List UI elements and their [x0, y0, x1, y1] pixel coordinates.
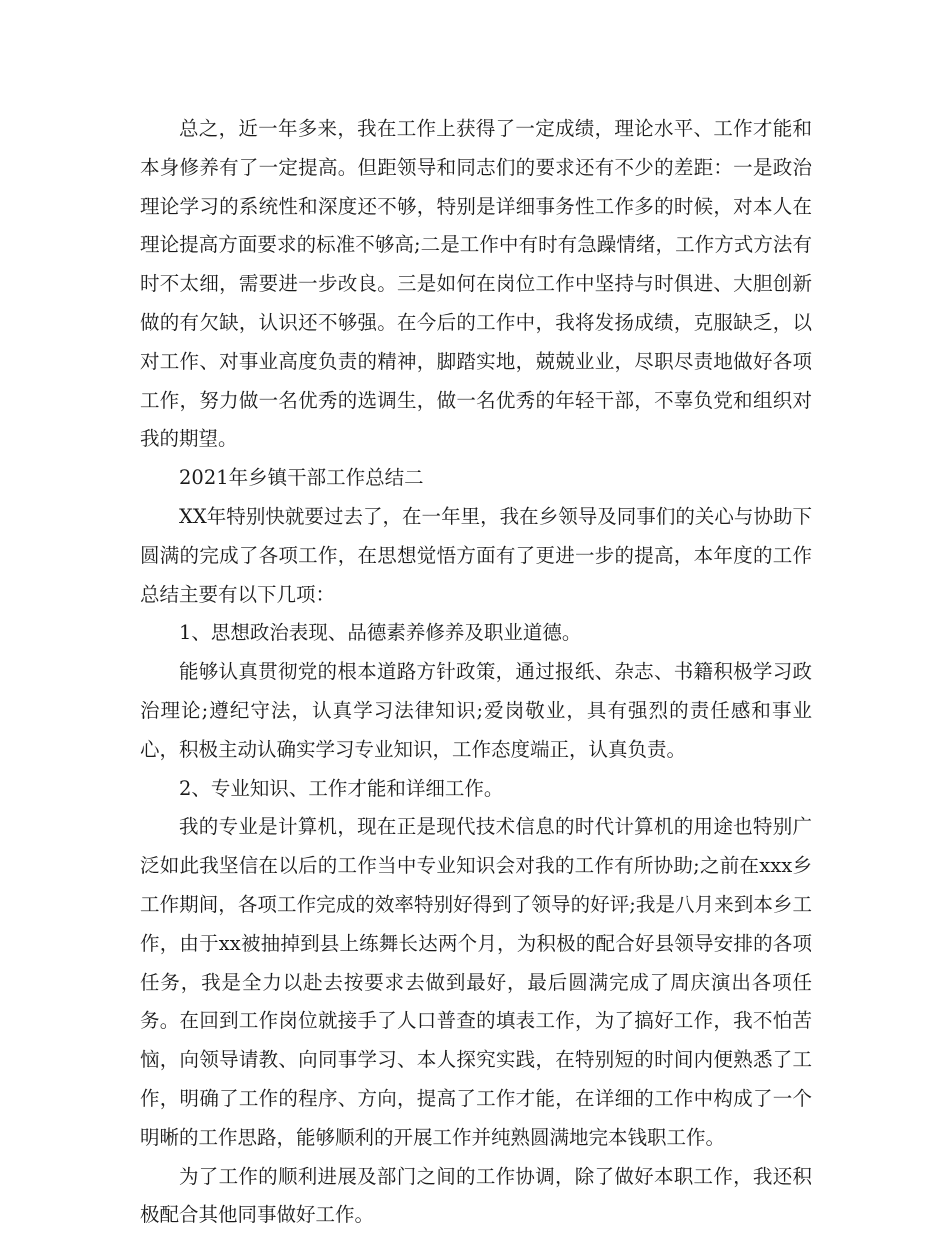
paragraph-item-2: 我的专业是计算机，现在正是现代技术信息的时代计算机的用途也特别广泛如此我坚信在以后的工作当中专业知识会对我的工作有所协助;之前在xxx乡工作期间，各项工作完成的效率特别好得到了领导的好评;我是八月来到本乡工作，由于xx被抽掉到县上练舞长达两个月，为积极的配合好县领导安排的各项任务，我是全力以赴去按要求去做到最好，最后圆满完成了周庆演出各项任务。在回到工作岗位就接手了人口普查的填表工作，为了搞好工作，我不怕苦恼，向领导请教、向同事学习、本人探究实践，在特别短的时间内便熟悉了工作，明确了工作的程序、方向，提高了工作才能，在详细的工作中构成了一个明晰的工作思路，能够顺利的开展工作并纯熟圆满地完本钱职工作。: [140, 815, 812, 1149]
item-heading-1: 1、思想政治表现、品德素养修养及职业道德。: [179, 621, 582, 645]
paragraph-cooperation: 为了工作的顺利进展及部门之间的工作协调，除了做好本职工作，我还积极配合其他同事做好工作。: [140, 1164, 812, 1227]
section-heading: 2021年乡镇干部工作总结二: [179, 466, 424, 490]
paragraph-summary: 总之，近一年多来，我在工作上获得了一定成绩，理论水平、工作才能和本身修养有了一定提高。但距领导和同志们的要求还有不少的差距：一是政治理论学习的系统性和深度还不够，特别是详细事务性工作多的时候，对本人在理论提高方面要求的标准不够高;二是工作中有时有急躁情绪，工作方式方法有时不太细，需要进一步改良。三是如何在岗位工作中坚持与时俱进、大胆创新做的有欠缺，认识还不够强。在今后的工作中，我将发扬成绩，克服缺乏，以对工作、对事业高度负责的精神，脚踏实地，兢兢业业，尽职尽责地做好各项工作，努力做一名优秀的选调生，做一名优秀的年轻干部，不辜负党和组织对我的期望。: [140, 117, 812, 451]
item-heading-2: 2、专业知识、工作才能和详细工作。: [179, 776, 504, 800]
document-body: [140, 110, 812, 1235]
paragraph-intro: XX年特别快就要过去了，在一年里，我在乡领导及同事们的关心与协助下圆满的完成了各项工作，在思想觉悟方面有了更进一步的提高，本年度的工作总结主要有以下几项：: [140, 504, 812, 606]
paragraph-item-1: 能够认真贯彻党的根本道路方针政策，通过报纸、杂志、书籍积极学习政治理论;遵纪守法，认真学习法律知识;爱岗敬业，具有强烈的责任感和事业心，积极主动认确实学习专业知识，工作态度端正，认真负责。: [140, 660, 812, 761]
